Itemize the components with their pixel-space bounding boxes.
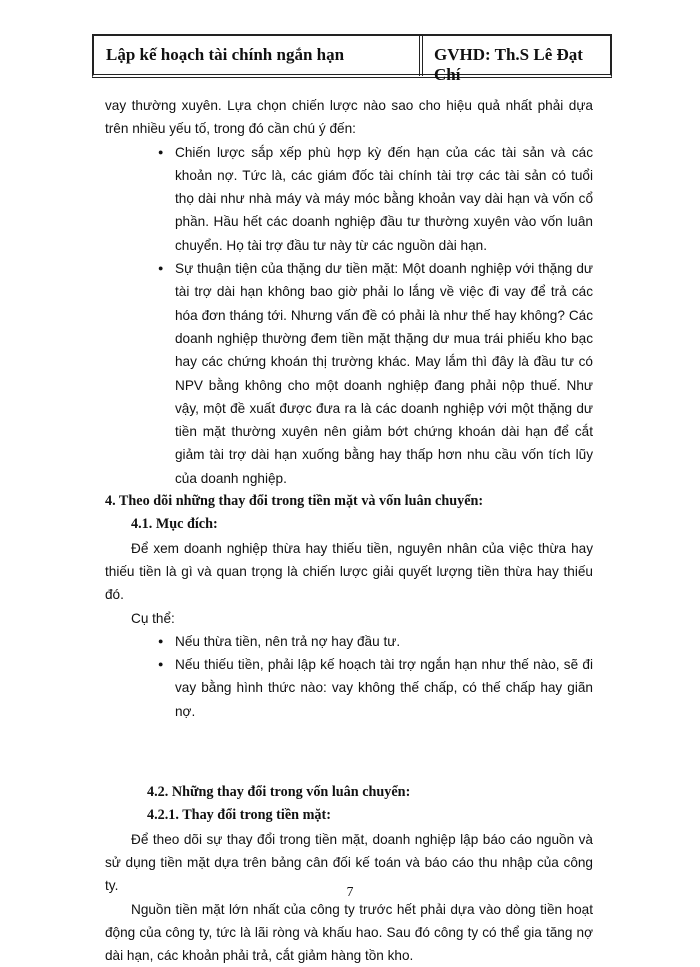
list-item: ● Chiến lược sắp xếp phù hợp kỳ đến hạn của các tài sản và các khoản nợ. Tức là, các giám đốc tài chính tài trợ các tài sản có tuổi thọ dài như nhà máy và máy móc bằng khoản vay dài hạn và vốn cổ phần. Hầu hết các doanh nghiệp đầu tư thường xuyên vào vốn luân chuyển. Họ tài trợ đầu tư này từ các nguồn dài hạn. bbox=[105, 141, 593, 257]
specifics-label: Cụ thể: bbox=[105, 607, 593, 630]
advisor-label: GVHD: Th.S Lê Đạt Chí bbox=[434, 45, 610, 85]
document-title: Lập kế hoạch tài chính ngắn hạn bbox=[106, 45, 344, 65]
section-4-heading: 4. Theo dõi những thay đổi trong tiền mặt và vốn luân chuyển: bbox=[105, 490, 593, 513]
section-4-1-paragraph: Để xem doanh nghiệp thừa hay thiếu tiền, nguyên nhân của việc thừa hay thiếu tiền là gì và quan trọng là chiến lược giải quyết lượng tiền thừa hay thiếu đó. bbox=[105, 537, 593, 607]
section-4-2-heading: 4.2. Những thay đổi trong vốn luân chuyển: bbox=[105, 781, 593, 804]
header-divider bbox=[419, 36, 423, 76]
section-4-2-1-heading: 4.2.1. Thay đổi trong tiền mặt: bbox=[105, 804, 593, 827]
section-4-2-1-paragraph-2: Nguồn tiền mặt lớn nhất của công ty trước hết phải dựa vào dòng tiền hoạt động của công ty, tức là lãi ròng và khấu hao. Sau đó công ty có thể gia tăng nợ dài hạn, các khoản phải trả, cắt giảm hàng tồn kho. bbox=[105, 898, 593, 967]
section-4-1-heading: 4.1. Mục đích: bbox=[105, 513, 593, 536]
strategy-list bbox=[105, 141, 593, 490]
section-4-2-1-paragraph-1: Để theo dõi sự thay đổi trong tiền mặt, doanh nghiệp lập báo cáo nguồn và sử dụng tiền mặt dựa trên bảng cân đối kế toán và báo cáo thu nhập của công ty. bbox=[105, 828, 593, 898]
page-header bbox=[92, 34, 612, 78]
page-number: 7 bbox=[0, 884, 700, 900]
list-item: ● Sự thuận tiện của thặng dư tiền mặt: Một doanh nghiệp với thặng dư tài trợ dài hạn không bao giờ phải lo lắng về việc đi vay để trả các hóa đơn tháng tới. Nhưng vấn đề có phải là như thế hay không? Các doanh nghiệp thường đem tiền mặt thặng dư mua trái phiếu kho bạc hay các chứng khoán thị trường khác. May lắm thì đây là đầu tư có NPV bằng không cho một doanh nghiệp đang phải nộp thuế. Như vậy, một đề xuất được đưa ra là các doanh nghiệp với một thặng dư tiền mặt thường xuyên nên giảm bớt chứng khoán dài hạn để cắt giảm tài trợ dài hạn xuống bằng hay thấp hơn nhu cầu vốn tích lũy của doanh nghiệp. bbox=[105, 257, 593, 490]
intro-paragraph: vay thường xuyên. Lựa chọn chiến lược nào sao cho hiệu quả nhất phải dựa trên nhiều yếu tố, trong đó cần chú ý đến: bbox=[105, 94, 593, 141]
list-item: ● Nếu thừa tiền, nên trả nợ hay đầu tư. bbox=[105, 630, 593, 653]
list-item: ● Nếu thiếu tiền, phải lập kế hoạch tài trợ ngắn hạn như thế nào, sẽ đi vay bằng hình thức nào: vay không thế chấp, có thế chấp hay giãn nợ. bbox=[105, 653, 593, 723]
page-body bbox=[105, 94, 593, 967]
cash-list bbox=[105, 630, 593, 723]
